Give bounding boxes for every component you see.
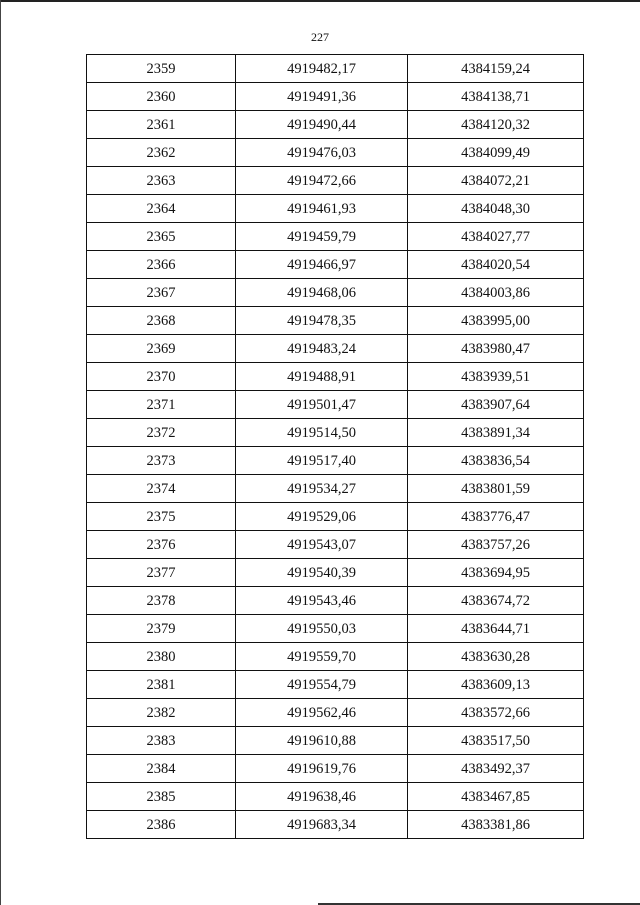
table-row [87, 503, 584, 531]
y-coordinate-cell: 4384159,24 [408, 55, 584, 83]
y-coordinate-cell: 4383776,47 [408, 503, 584, 531]
table-row [87, 727, 584, 755]
coordinates-table [86, 54, 584, 839]
table-row [87, 139, 584, 167]
y-coordinate-cell: 4384020,54 [408, 251, 584, 279]
y-coordinate-cell: 4383609,13 [408, 671, 584, 699]
table-row [87, 447, 584, 475]
x-coordinate-cell: 4919610,88 [236, 727, 408, 755]
y-coordinate-cell: 4384027,77 [408, 223, 584, 251]
x-coordinate-cell: 4919472,66 [236, 167, 408, 195]
point-number-cell: 2375 [87, 503, 236, 531]
table-row [87, 643, 584, 671]
point-number-cell: 2368 [87, 307, 236, 335]
page-number: 227 [311, 30, 329, 44]
point-number-cell: 2364 [87, 195, 236, 223]
point-number-cell: 2374 [87, 475, 236, 503]
y-coordinate-cell: 4383980,47 [408, 335, 584, 363]
x-coordinate-cell: 4919514,50 [236, 419, 408, 447]
point-number-cell: 2362 [87, 139, 236, 167]
y-coordinate-cell: 4383891,34 [408, 419, 584, 447]
x-coordinate-cell: 4919483,24 [236, 335, 408, 363]
table-row [87, 279, 584, 307]
x-coordinate-cell: 4919476,03 [236, 139, 408, 167]
point-number-cell: 2378 [87, 587, 236, 615]
point-number-cell: 2372 [87, 419, 236, 447]
point-number-cell: 2386 [87, 811, 236, 839]
x-coordinate-cell: 4919559,70 [236, 643, 408, 671]
table-row [87, 83, 584, 111]
x-coordinate-cell: 4919517,40 [236, 447, 408, 475]
x-coordinate-cell: 4919529,06 [236, 503, 408, 531]
y-coordinate-cell: 4383939,51 [408, 363, 584, 391]
y-coordinate-cell: 4384048,30 [408, 195, 584, 223]
table-row [87, 559, 584, 587]
table-row [87, 167, 584, 195]
point-number-cell: 2383 [87, 727, 236, 755]
y-coordinate-cell: 4384099,49 [408, 139, 584, 167]
table-row [87, 699, 584, 727]
x-coordinate-cell: 4919540,39 [236, 559, 408, 587]
y-coordinate-cell: 4383694,95 [408, 559, 584, 587]
y-coordinate-cell: 4384120,32 [408, 111, 584, 139]
point-number-cell: 2369 [87, 335, 236, 363]
scan-border-left [0, 0, 1, 905]
x-coordinate-cell: 4919543,46 [236, 587, 408, 615]
x-coordinate-cell: 4919619,76 [236, 755, 408, 783]
point-number-cell: 2360 [87, 83, 236, 111]
x-coordinate-cell: 4919466,97 [236, 251, 408, 279]
point-number-cell: 2381 [87, 671, 236, 699]
x-coordinate-cell: 4919490,44 [236, 111, 408, 139]
x-coordinate-cell: 4919482,17 [236, 55, 408, 83]
x-coordinate-cell: 4919459,79 [236, 223, 408, 251]
point-number-cell: 2384 [87, 755, 236, 783]
x-coordinate-cell: 4919501,47 [236, 391, 408, 419]
point-number-cell: 2376 [87, 531, 236, 559]
x-coordinate-cell: 4919468,06 [236, 279, 408, 307]
table-row [87, 251, 584, 279]
coordinates-table-body [87, 55, 584, 839]
table-row [87, 223, 584, 251]
x-coordinate-cell: 4919461,93 [236, 195, 408, 223]
table-row [87, 755, 584, 783]
x-coordinate-cell: 4919491,36 [236, 83, 408, 111]
table-row [87, 531, 584, 559]
x-coordinate-cell: 4919683,34 [236, 811, 408, 839]
point-number-cell: 2377 [87, 559, 236, 587]
x-coordinate-cell: 4919550,03 [236, 615, 408, 643]
y-coordinate-cell: 4383801,59 [408, 475, 584, 503]
table-row [87, 475, 584, 503]
table-row [87, 391, 584, 419]
y-coordinate-cell: 4383517,50 [408, 727, 584, 755]
y-coordinate-cell: 4384138,71 [408, 83, 584, 111]
table-row [87, 783, 584, 811]
table-row [87, 111, 584, 139]
point-number-cell: 2382 [87, 699, 236, 727]
x-coordinate-cell: 4919543,07 [236, 531, 408, 559]
point-number-cell: 2380 [87, 643, 236, 671]
point-number-cell: 2365 [87, 223, 236, 251]
y-coordinate-cell: 4383572,66 [408, 699, 584, 727]
y-coordinate-cell: 4383836,54 [408, 447, 584, 475]
table-row [87, 55, 584, 83]
point-number-cell: 2363 [87, 167, 236, 195]
y-coordinate-cell: 4383467,85 [408, 783, 584, 811]
y-coordinate-cell: 4383907,64 [408, 391, 584, 419]
table-row [87, 419, 584, 447]
point-number-cell: 2359 [87, 55, 236, 83]
point-number-cell: 2361 [87, 111, 236, 139]
point-number-cell: 2373 [87, 447, 236, 475]
y-coordinate-cell: 4384072,21 [408, 167, 584, 195]
table-row [87, 587, 584, 615]
y-coordinate-cell: 4383674,72 [408, 587, 584, 615]
point-number-cell: 2371 [87, 391, 236, 419]
scan-border-top [0, 0, 640, 2]
table-row [87, 335, 584, 363]
x-coordinate-cell: 4919554,79 [236, 671, 408, 699]
x-coordinate-cell: 4919488,91 [236, 363, 408, 391]
table-row [87, 615, 584, 643]
x-coordinate-cell: 4919534,27 [236, 475, 408, 503]
x-coordinate-cell: 4919478,35 [236, 307, 408, 335]
point-number-cell: 2367 [87, 279, 236, 307]
y-coordinate-cell: 4383381,86 [408, 811, 584, 839]
point-number-cell: 2379 [87, 615, 236, 643]
point-number-cell: 2366 [87, 251, 236, 279]
table-row [87, 363, 584, 391]
y-coordinate-cell: 4384003,86 [408, 279, 584, 307]
y-coordinate-cell: 4383644,71 [408, 615, 584, 643]
y-coordinate-cell: 4383630,28 [408, 643, 584, 671]
point-number-cell: 2385 [87, 783, 236, 811]
table-row [87, 811, 584, 839]
table-row [87, 195, 584, 223]
x-coordinate-cell: 4919562,46 [236, 699, 408, 727]
y-coordinate-cell: 4383757,26 [408, 531, 584, 559]
y-coordinate-cell: 4383492,37 [408, 755, 584, 783]
point-number-cell: 2370 [87, 363, 236, 391]
table-row [87, 671, 584, 699]
x-coordinate-cell: 4919638,46 [236, 783, 408, 811]
table-row [87, 307, 584, 335]
y-coordinate-cell: 4383995,00 [408, 307, 584, 335]
